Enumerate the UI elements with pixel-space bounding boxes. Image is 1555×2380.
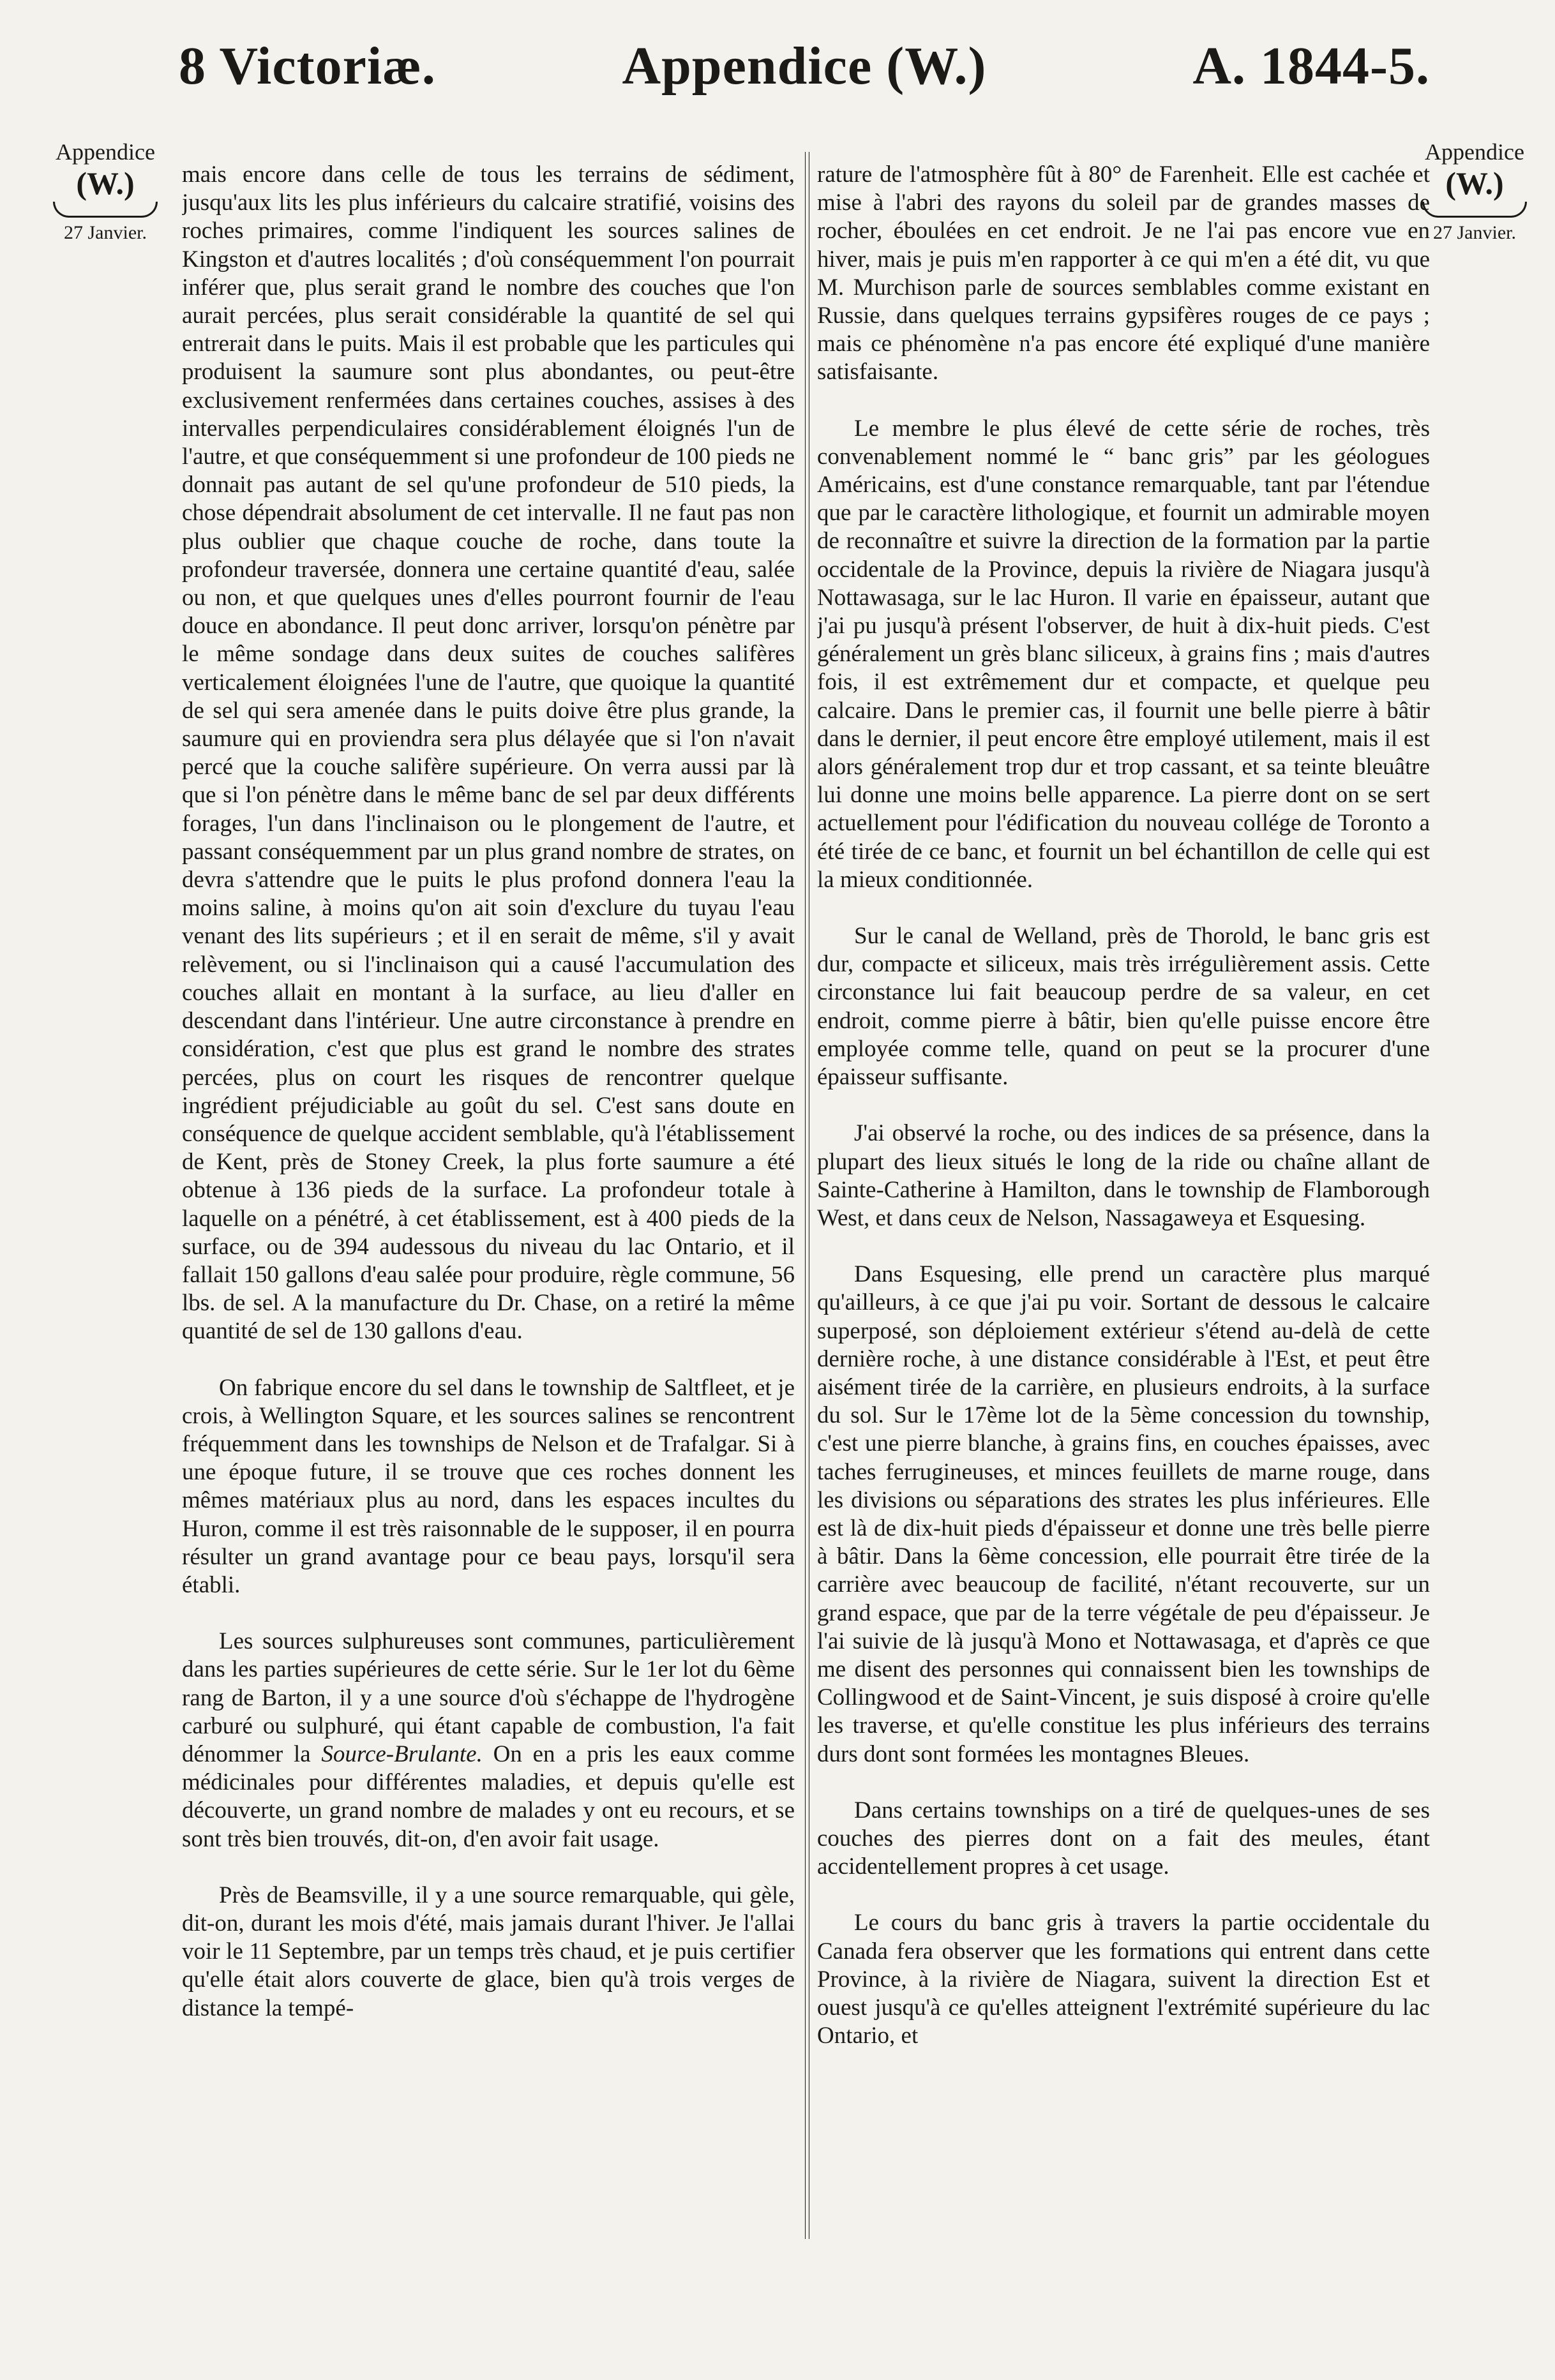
paragraph-text: On en a pris les eaux comme médicinales pour différentes maladies, et depuis qu'elle est découverte, un grand nombre de malades y ont eu recours, et se sont très bien trouvés, dit-on, d'en avoir fait usage. bbox=[182, 1740, 795, 1852]
paragraph: Dans Esquesing, elle prend un caractère plus marqué qu'ailleurs, à ce que j'ai pu voir. Sortant de dessous le calcaire superposé, son déploiement extérieur s'étend au-delà de cette dernière roche, à une distance considérable à l'Est, et peut être aisément tirée de la carrière, en plusieurs endroits, à la surface du sol. Sur le 17ème lot de la 5ème concession du township, c'est une pierre blanche, à grains fins, en couches épaisses, avec taches ferrugineuses, et minces feuillets de marne rouge, dans les divisions ou séparations des strates les plus inférieures. Elle est là de dix-huit pieds d'épaisseur et donne une très belle pierre à bâtir. Dans la 6ème concession, elle pourrait être tirée de la carrière avec beaucoup de facilité, n'étant recouverte, sur un grand espace, que par de la terre végétale de peu d'épaisseur. Je l'ai suivie de là jusqu'à Mono et Nottawasaga, et d'après ce que me disent des personnes qui connaissent bien les townships de Collingwood et de Saint-Vincent, je suis disposé à croire qu'elle les traverse, et qu'elle constitue les plus inférieurs des terrains durs dont sont formées les montagnes Bleues. bbox=[817, 1261, 1430, 1767]
paragraph: Près de Beamsville, il y a une source remarquable, qui gèle, dit-on, durant les mois d'été, mais jamais durant l'hiver. Je l'allai voir le 11 Septembre, par un temps très chaud, et je puis certifier qu'elle était alors couverte de glace, bien qu'à trois verges de distance la tempé- bbox=[182, 1882, 795, 2021]
margin-note-date: 27 Janvier. bbox=[64, 222, 147, 243]
column-divider bbox=[805, 152, 809, 2239]
paragraph: Le membre le plus élevé de cette série de roches, très convenablement nommé le “ banc gris” par les géologues Américains, est d'une constance remarquable, tant par l'étendue que par le caractère lithologique, et fournit un admirable moyen de reconnaître et suivre la direction de la formation par la partie occidentale de la Province, depuis la rivière de Niagara jusqu'à Nottawasaga, sur le lac Huron. Il varie en épaisseur, autant que j'ai pu jusqu'à présent l'observer, de huit à dix-huit pieds. C'est généralement un grès blanc siliceux, à grains fins ; mais d'autres fois, il est extrêmement dur et compacte, et quelque peu calcaire. Dans le premier cas, il fournit une belle pierre à bâtir dans le dernier, il peut encore être employé utilement, mais il est alors généralement trop dur et trop cassant, et sa teinte bleuâtre lui donne une moins belle apparence. La pierre dont on se sert actuellement pour l'édification du nouveau collége de Toronto a été tirée de ce banc, et fournit un bel échantillon de celle qui est la mieux conditionnée. bbox=[817, 415, 1430, 893]
paragraph bbox=[182, 1628, 795, 1853]
margin-note-letter: (W.) bbox=[1445, 165, 1504, 201]
margin-note-left bbox=[35, 139, 176, 246]
margin-note-title: Appendice bbox=[56, 139, 155, 165]
margin-note-letter: (W.) bbox=[76, 165, 135, 201]
header-year: A. 1844-5. bbox=[1192, 36, 1430, 96]
margin-note-date: 27 Janvier. bbox=[1433, 222, 1516, 243]
paragraph: mais encore dans celle de tous les terrains de sédiment, jusqu'aux lits les plus inférieurs du calcaire stratifié, voisins des roches primaires, comme l'indiquent les sources salines de Kingston et d'autres localités ; d'où conséquemment l'on pourrait inférer que, plus serait grand le nombre des couches que l'on aurait percées, plus serait considérable la quantité de sel qui entrerait dans le puits. Mais il est probable que les particules qui produisent la saumure sont plus abondantes, ou peut-être exclusivement renfermées dans certaines couches, assises à des intervalles perpendiculaires considérablement éloignés l'un de l'autre, et que conséquemment si une profondeur de 100 pieds ne donnait pas autant de sel qu'une profondeur de 510 pieds, la chose dépendrait absolument de cet intervalle. Il ne faut pas non plus oublier que chaque couche de roche, dans toute la profondeur traversée, donnera une certaine quantité d'eau, salée ou non, et que quelques unes d'elles pourront fournir de l'eau douce en abondance. Il peut donc arriver, lorsqu'on pénètre par le même sondage dans deux suites de couches salifères verticalement éloignées l'une de l'autre, que quoique la quantité de sel qui sera amenée dans le puits doive être plus grande, la saumure qui en proviendra sera plus délayée que si l'on n'avait percé que la couche salifère supérieure. On verra aussi par là que si l'on pénètre dans le même banc de sel par deux différents forages, l'un dans l'inclinaison ou le plongement de l'autre, et passant conséquemment par un plus grand nombre de strates, on devra s'attendre que le puits le plus profond donnera l'eau la moins saline, à moins qu'on ait soin d'exclure du tuyau l'eau venant des lits supérieurs ; et il en serait de même, s'il y avait relèvement, ou si l'inclinaison qui a causé l'accumulation des couches allait en montant à la surface, au lieu d'aller en descendant dans l'intérieur. Une autre circonstance à prendre en considération, c'est que plus est grand le nombre des strates percées, plus on court les risques de rencontrer quelque ingrédient préjudiciable au goût du sel. C'est sans doute en conséquence de quelque accident semblable, qu'à l'établissement de Kent, près de Stoney Creek, la plus forte saumure a été obtenue à 136 pieds de la surface. La profondeur totale à laquelle on a pénétré, à cet établissement, est à 400 pieds de la surface, ou de 394 audessous du niveau du lac Ontario, et il fallait 150 gallons d'eau salée pour produire, règle commune, 56 lbs. de sel. A la manufacture du Dr. Chase, on a retiré la même quantité de sel de 130 gallons d'eau. bbox=[182, 161, 795, 1345]
margin-brace bbox=[1422, 202, 1527, 218]
left-column bbox=[182, 161, 795, 2344]
paragraph: rature de l'atmosphère fût à 80° de Farenheit. Elle est cachée et mise à l'abri des rayons du soleil par de grandes masses de rocher, éboulées en cet endroit. Je ne l'ai pas encore vue en hiver, mais je puis m'en rapporter à ce qui m'en a été dit, vu que M. Murchison parle de sources semblables comme existant en Russie, dans quelques terrains gypsifères rouges de ce pays ; mais ce phénomène n'a pas encore été expliqué d'une manière satisfaisante. bbox=[817, 161, 1430, 385]
paragraph: Le cours du banc gris à travers la partie occidentale du Canada fera observer que les formations qui entrent dans cette Province, à la rivière de Niagara, suivent la direction Est et ouest jusqu'à ce qu'elles atteignent l'extrémité supérieure du lac Ontario, et bbox=[817, 1910, 1430, 2049]
paragraph: Sur le canal de Welland, près de Thorold, le banc gris est dur, compacte et siliceux, mais très irrégulièrement assis. Cette circonstance lui fait beaucoup perdre de sa valeur, en cet endroit, comme pierre à bâtir, bien qu'elle puisse encore être employée comme telle, quand on peut se la procurer d'une épaisseur suffisante. bbox=[817, 923, 1430, 1091]
paragraph: J'ai observé la roche, ou des indices de sa présence, dans la plupart des lieux situés le long de la ride ou chaîne allant de Sainte-Catherine à Hamilton, dans le township de Flamborough West, et dans ceux de Nelson, Nassagaweya et Esquesing. bbox=[817, 1120, 1430, 1231]
paragraph-text: Les sources sulphureuses sont communes, particulièrement dans les parties supérieures de cette série. Sur le 1er lot du 6ème rang de Barton, il y a une source d'où s'échappe de l'hydrogène carburé ou sulphuré, qui étant capable de combustion, l'a fait dénommer la bbox=[182, 1628, 795, 1767]
margin-note-title: Appendice bbox=[1425, 139, 1524, 165]
running-header bbox=[179, 35, 1430, 105]
paragraph: On fabrique encore du sel dans le township de Saltfleet, et je crois, à Wellington Square, et les sources salines se rencontrent fréquemment dans les townships de Nelson et de Trafalgar. Si à une époque future, il se trouve que ces roches donnent les mêmes matériaux plus au nord, dans les espaces incultes du Huron, comme il est très raisonnable de le supposer, il en pourra résulter un grand avantage pour ce beau pays, lorsqu'il sera établi. bbox=[182, 1374, 795, 1598]
header-session: 8 Victoriæ. bbox=[179, 36, 436, 96]
paragraph: Dans certains townships on a tiré de quelques-unes de ses couches des pierres dont on a fait des meules, étant accidentellement propres à cet usage. bbox=[817, 1797, 1430, 1880]
margin-brace bbox=[53, 202, 158, 218]
italic-term: Source-Brulante. bbox=[321, 1740, 483, 1767]
right-column bbox=[817, 161, 1430, 2344]
header-appendix: Appendice (W.) bbox=[622, 36, 987, 96]
